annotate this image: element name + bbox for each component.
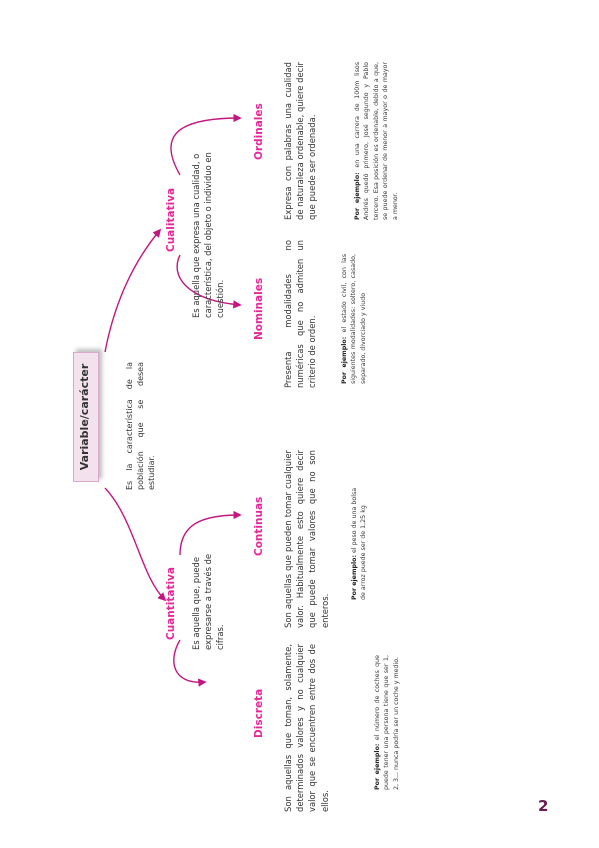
page-number: 2: [538, 797, 549, 815]
cuantitativa-heading: Cuantitativa: [165, 566, 177, 640]
discreta-example: Por ejemplo: el número de coches que puede tener una persona tiene que ser 1, 2, 3... nunca podría ser un coche y medio.: [374, 655, 400, 790]
continuas-heading: Continuas: [253, 496, 265, 556]
discreta-definition: Son aquellas que toman, solamente, determinados valores y no cualquier valor que se encuentren entre dos de ellos.: [283, 644, 330, 812]
ordinales-example: Por ejemplo: en una carrera de 100m lisos Andrés quedó primero, José segundo y Pablo tercero. Esa posición es ordenable, debido a que, se puede ordenar de menor a mayor o de mayor a menor.: [354, 62, 399, 220]
arrow-to-cuantitativa: [105, 488, 165, 600]
ordinales-heading: Ordinales: [253, 103, 265, 160]
arrow-to-cualitativa: [105, 230, 160, 352]
cualitativa-definition: Es aquella que expresa una cualidad, o característica, del objeto o individuo en cuestión.: [191, 152, 226, 318]
discreta-heading: Discreta: [253, 688, 265, 738]
continuas-definition: Son aquellas que pueden tomar cualquier valor. Habitualmente esto quiere decir que puede tomar valores que no son enteros.: [283, 450, 330, 628]
continuas-example: Por ejemplo: el peso de una bolsa de arroz puede ser de 1,25 kg: [351, 487, 368, 600]
nominales-heading: Nominales: [253, 277, 265, 340]
page-title: Variable/carácter: [78, 363, 91, 471]
title-definition: Es la característica de la población que se desea estudiar.: [125, 362, 156, 490]
cuantitativa-definition: Es aquella que, puede expresarse a través de cifras.: [191, 553, 226, 650]
cualitativa-heading: Cualitativa: [165, 187, 177, 252]
ordinales-definition: Expresa con palabras una cualidad de naturaleza ordenable, quiere decir que puede ser ordenada.: [283, 62, 318, 220]
title-box: [73, 352, 99, 482]
nominales-definition: Presenta modalidades no numéricas que no admiten un criterio de orden.: [283, 240, 318, 388]
nominales-example: Por ejemplo: el estado civil, con las siguientes modalidades: soltero, casado, separado, divorciado y viudo: [341, 254, 367, 384]
